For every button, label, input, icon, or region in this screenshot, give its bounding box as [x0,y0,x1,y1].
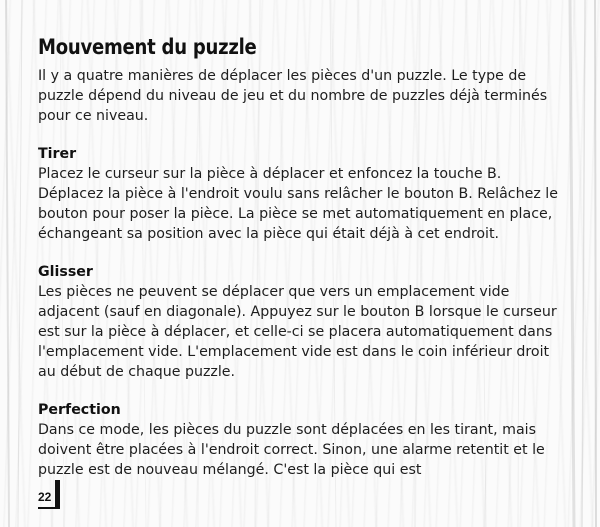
page-number-bar [55,480,60,508]
section-tirer [38,144,566,244]
section-title-glisser: Glisser [38,264,93,280]
section-body-tirer: Placez le curseur sur la pièce à déplacer et enfoncez la touche B. Déplacez la pièce à l'endroit voulu sans relâcher le bouton B. Relâchez le bouton pour poser la pièce. La pièce se met automatiquement en place, échangeant sa position avec la pièce qui était déjà à cet endroit. [38,166,558,242]
section-glisser [38,262,566,382]
page-number-marker [38,480,62,510]
page-number-foot [38,507,60,509]
section-title-tirer: Tirer [38,146,77,162]
text-column [38,34,566,480]
section-body-glisser: Les pièces ne peuvent se déplacer que vers un emplacement vide adjacent (sauf en diagonale). Appuyez sur le bouton B lorsque le curseur est sur la pièce à déplacer, et celle-ci se placera automatiquement dans l'emplacement vide. L'emplacement vide est dans le coin inférieur droit au début de chaque puzzle. [38,284,557,380]
page-number: 22 [38,490,52,504]
section-perfection [38,400,566,480]
page-title: Mouvement du puzzle [38,35,257,59]
section-title-perfection: Perfection [38,402,121,418]
intro-paragraph: Il y a quatre manières de déplacer les pièces d'un puzzle. Le type de puzzle dépend du niveau de jeu et du nombre de puzzles déjà terminés pour ce niveau. [38,68,548,124]
section-body-perfection: Dans ce mode, les pièces du puzzle sont déplacées en les tirant, mais doivent être placées à l'endroit correct. Sinon, une alarme retentit et le puzzle est de nouveau mélangé. C'est la pièce qui est [38,422,545,478]
